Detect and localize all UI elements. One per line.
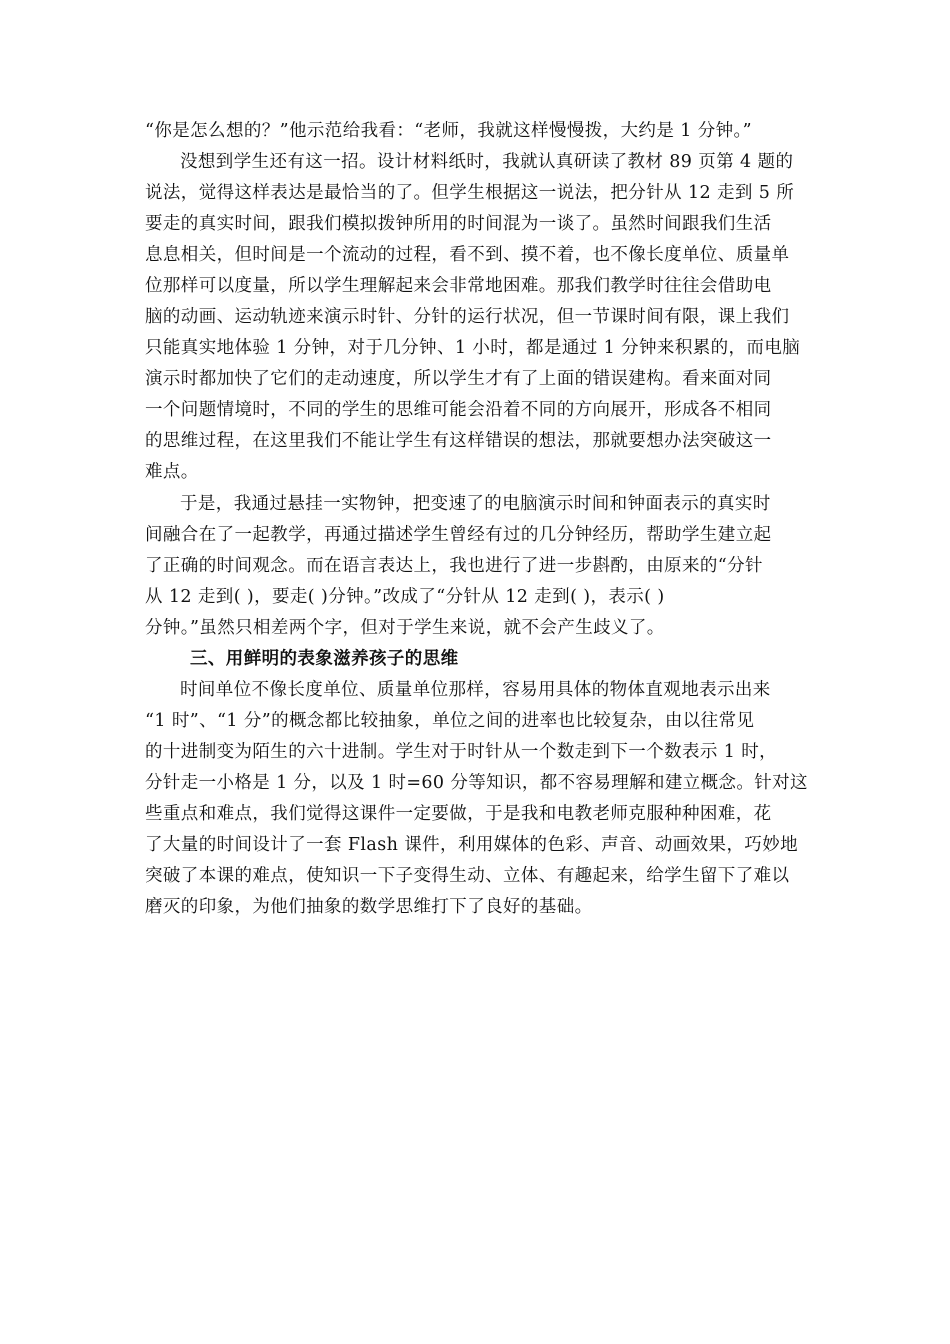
text-line: 位那样可以度量，所以学生理解起来会非常地困难。那我们教学时往往会借助电 (145, 276, 772, 296)
text-line: 些重点和难点，我们觉得这课件一定要做，于是我和电教老师克服种种困难，花 (145, 804, 772, 824)
text-line: 一个问题情境时，不同的学生的思维可能会沿着不同的方向展开，形成各不相同 (145, 400, 772, 420)
text-line: 演示时都加快了它们的走动速度，所以学生才有了上面的错误建构。看来面对同 (145, 369, 772, 389)
text-line: 脑的动画、运动轨迹来演示时针、分针的运行状况，但一节课时间有限，课上我们 (145, 307, 790, 327)
text-line: “1 时”、“1 分”的概念都比较抽象，单位之间的进率也比较复杂，由以往常见 (145, 711, 755, 731)
text-line: “你是怎么想的？”他示范给我看：“老师，我就这样慢慢拨，大约是 1 分钟。” (145, 121, 752, 141)
text-line: 要走的真实时间，跟我们模拟拨钟所用的时间混为一谈了。虽然时间跟我们生活 (145, 214, 772, 234)
text-line: 间融合在了一起教学，再通过描述学生曾经有过的几分钟经历，帮助学生建立起 (145, 525, 772, 545)
text-line: 难点。 (145, 462, 199, 482)
text-line: 从 12 走到( )，要走( )分钟。”改成了“分针从 12 走到( )，表示( ) (145, 587, 665, 607)
text-line: 突破了本课的难点，使知识一下子变得生动、立体、有趣起来，给学生留下了难以 (145, 866, 790, 886)
section-heading: 三、用鲜明的表象滋养孩子的思维 (190, 649, 459, 669)
text-line: 的思维过程，在这里我们不能让学生有这样错误的想法，那就要想办法突破这一 (145, 431, 772, 451)
paragraph-start-line: 时间单位不像长度单位、质量单位那样，容易用具体的物体直观地表示出来 (180, 680, 771, 700)
paragraph-start-line: 于是，我通过悬挂一实物钟，把变速了的电脑演示时间和钟面表示的真实时 (180, 494, 771, 514)
paragraph-start-line: 没想到学生还有这一招。设计材料纸时，我就认真研读了教材 89 页第 4 题的 (180, 152, 794, 172)
text-line: 了正确的时间观念。而在语言表达上，我也进行了进一步斟酌，由原来的“分针 (145, 556, 763, 576)
text-line: 了大量的时间设计了一套 Flash 课件，利用媒体的色彩、声音、动画效果，巧妙地 (145, 835, 799, 855)
text-line: 磨灭的印象，为他们抽象的数学思维打下了良好的基础。 (145, 897, 593, 917)
text-line: 说法，觉得这样表达是最恰当的了。但学生根据这一说法，把分针从 12 走到 5 所 (145, 183, 795, 203)
text-line: 息息相关，但时间是一个流动的过程，看不到、摸不着，也不像长度单位、质量单 (145, 245, 790, 265)
text-line: 分针走一小格是 1 分，以及 1 时=60 分等知识，都不容易理解和建立概念。针对这 (145, 773, 808, 793)
text-line: 分钟。”虽然只相差两个字，但对于学生来说，就不会产生歧义了。 (145, 618, 665, 638)
text-line: 的十进制变为陌生的六十进制。学生对于时针从一个数走到下一个数表示 1 时， (145, 742, 778, 762)
text-line: 只能真实地体验 1 分钟，对于几分钟、1 小时，都是通过 1 分钟来积累的，而电脑 (145, 338, 801, 358)
